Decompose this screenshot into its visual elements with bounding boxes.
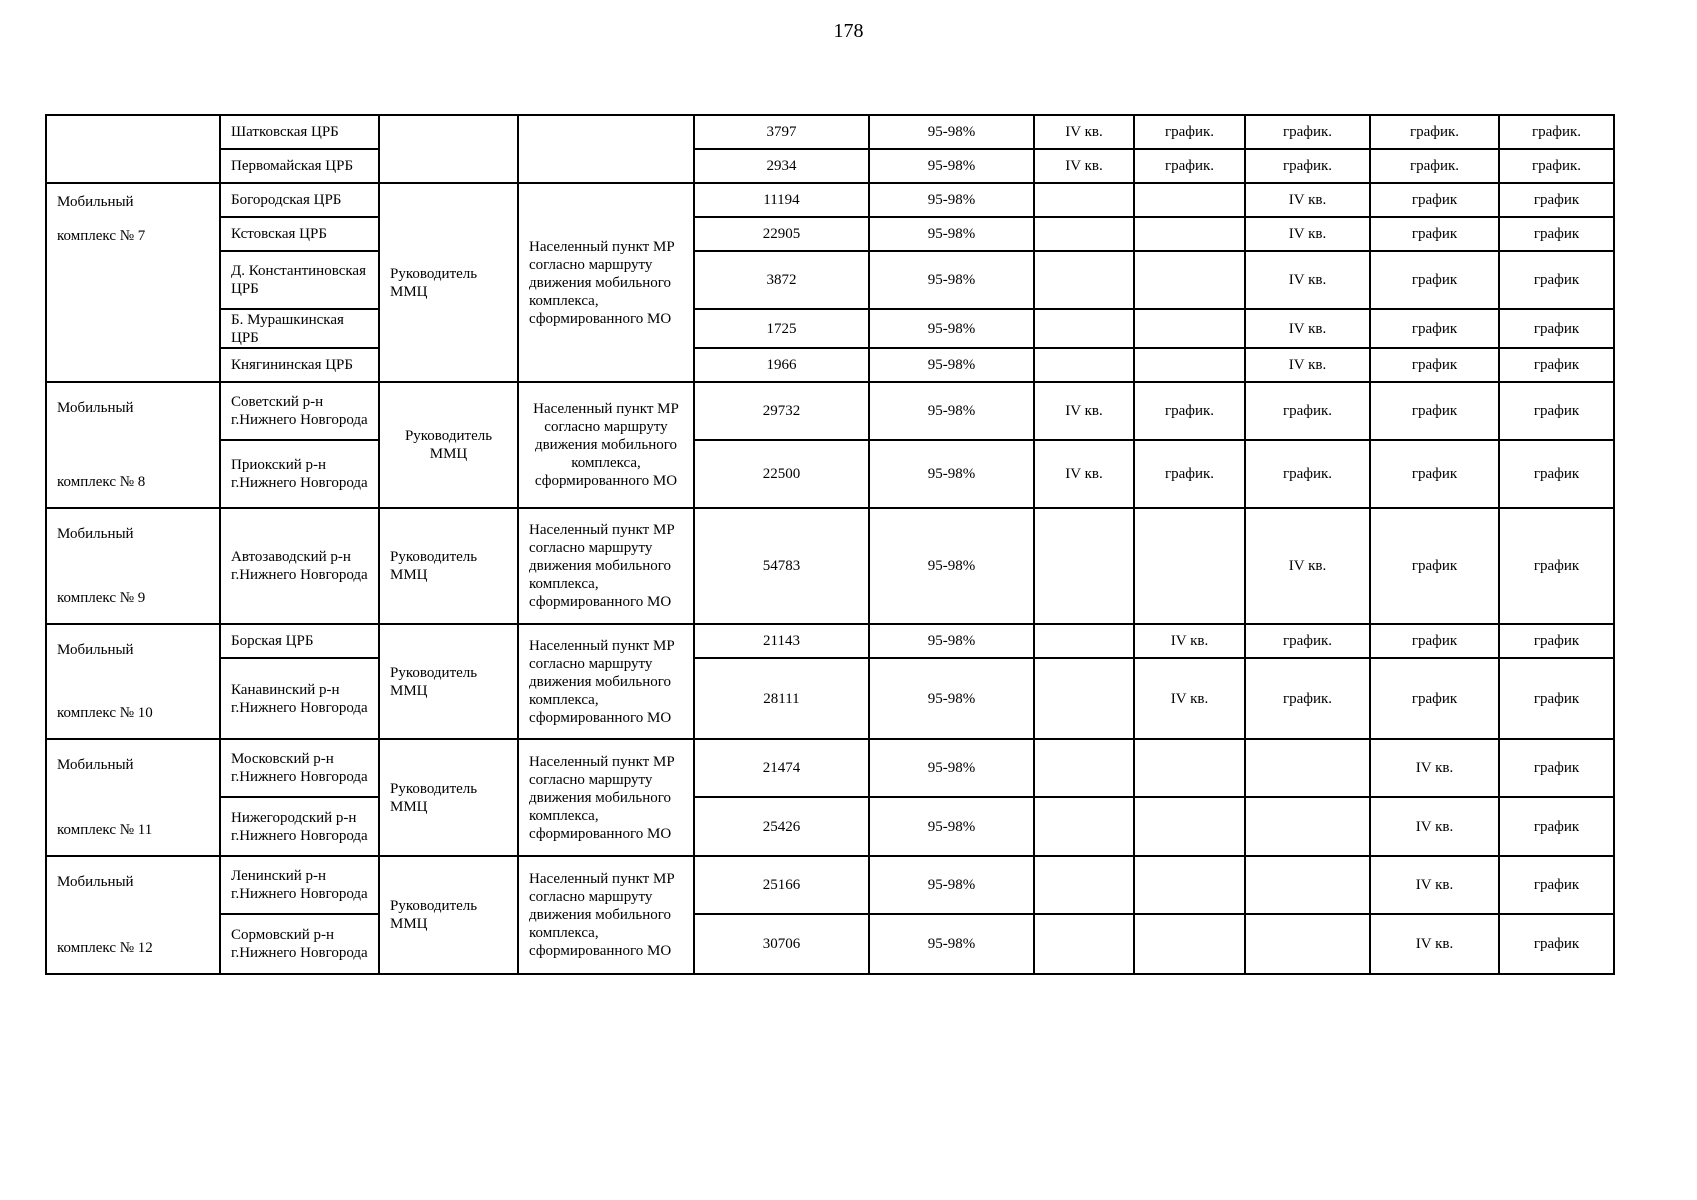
schedule-cell [1134,914,1245,974]
schedule-cell: график [1499,739,1614,797]
complex-name-line2: комплекс № 9 [57,590,146,606]
responsible-cell [379,115,518,183]
schedule-cell: график. [1499,115,1614,149]
schedule-cell [1134,348,1245,382]
count-cell: 3797 [694,115,869,149]
schedule-cell: график [1370,658,1499,739]
unit-cell: Кстовская ЦРБ [220,217,379,251]
percent-cell: 95-98% [869,658,1034,739]
schedule-cell: график [1499,856,1614,914]
percent-cell: 95-98% [869,624,1034,658]
table-row [46,309,1614,348]
schedule-cell: IV кв. [1034,382,1134,440]
schedule-cell [1034,797,1134,856]
schedule-cell: IV кв. [1370,797,1499,856]
schedule-cell: график [1499,797,1614,856]
schedule-cell [1034,217,1134,251]
complex-name-line2: комплекс № 8 [57,474,146,490]
percent-cell: 95-98% [869,914,1034,974]
location-cell: Населенный пункт МР согласно маршруту движения мобильного комплекса, сформированного МО [518,382,694,508]
schedule-cell: IV кв. [1134,658,1245,739]
percent-cell: 95-98% [869,739,1034,797]
schedule-cell: IV кв. [1245,309,1370,348]
percent-cell: 95-98% [869,856,1034,914]
table-row [46,149,1614,183]
schedule-cell: график. [1245,440,1370,508]
unit-cell: Д. Константиновская ЦРБ [220,251,379,309]
unit-cell: Княгининская ЦРБ [220,348,379,382]
percent-cell: 95-98% [869,440,1034,508]
unit-cell: Приокский р-н г.Нижнего Новгорода [220,440,379,508]
complex-name-line1: Мобильный [57,194,134,210]
schedule-cell [1245,739,1370,797]
count-cell: 30706 [694,914,869,974]
schedule-cell: IV кв. [1245,508,1370,624]
responsible-cell: Руководитель ММЦ [379,739,518,856]
schedule-cell [1034,739,1134,797]
percent-cell: 95-98% [869,382,1034,440]
count-cell: 1725 [694,309,869,348]
complex-name-cell [46,115,220,183]
complex-name-cell [46,382,220,508]
complex-name-line1: Мобильный [57,400,134,416]
schedule-cell [1034,914,1134,974]
schedule-cell: график [1370,440,1499,508]
responsible-cell: Руководитель ММЦ [379,183,518,382]
complex-name-cell [46,624,220,739]
count-cell: 28111 [694,658,869,739]
schedule-cell: график. [1370,149,1499,183]
schedule-cell: график [1499,914,1614,974]
mobile-complex-table [45,114,1615,975]
schedule-cell: график [1499,382,1614,440]
location-cell: Населенный пункт МР согласно маршруту движения мобильного комплекса, сформированного МО [518,508,694,624]
schedule-cell: IV кв. [1370,856,1499,914]
complex-name [57,193,209,245]
schedule-cell: график. [1134,382,1245,440]
unit-cell: Канавинский р-н г.Нижнего Новгорода [220,658,379,739]
schedule-cell: график. [1134,115,1245,149]
schedule-cell [1134,251,1245,309]
schedule-cell [1034,624,1134,658]
responsible-cell: Руководитель ММЦ [379,856,518,974]
schedule-cell: график [1370,508,1499,624]
complex-name-line1: Мобильный [57,757,134,773]
complex-name [57,756,209,839]
schedule-cell: IV кв. [1370,914,1499,974]
schedule-cell: IV кв. [1245,251,1370,309]
table-row [46,739,1614,797]
schedule-cell: IV кв. [1034,115,1134,149]
schedule-cell [1034,348,1134,382]
percent-cell: 95-98% [869,348,1034,382]
table-row [46,251,1614,309]
schedule-cell: график. [1499,149,1614,183]
schedule-cell: IV кв. [1034,149,1134,183]
table-body [46,115,1614,974]
schedule-cell [1245,914,1370,974]
schedule-cell: график [1370,624,1499,658]
schedule-cell [1134,309,1245,348]
schedule-cell [1034,251,1134,309]
schedule-cell [1034,856,1134,914]
table-row [46,797,1614,856]
complex-name-cell [46,739,220,856]
schedule-cell: график [1499,440,1614,508]
schedule-cell: IV кв. [1245,183,1370,217]
responsible-cell: Руководитель ММЦ [379,382,518,508]
count-cell: 2934 [694,149,869,183]
table-row [46,856,1614,914]
schedule-cell: IV кв. [1370,739,1499,797]
schedule-cell [1134,217,1245,251]
percent-cell: 95-98% [869,149,1034,183]
schedule-cell: график. [1245,382,1370,440]
count-cell: 21143 [694,624,869,658]
complex-name [57,873,209,957]
unit-cell: Борская ЦРБ [220,624,379,658]
table-row [46,508,1614,624]
location-cell: Населенный пункт МР согласно маршруту движения мобильного комплекса, сформированного МО [518,739,694,856]
schedule-cell: график [1370,251,1499,309]
count-cell: 11194 [694,183,869,217]
count-cell: 22905 [694,217,869,251]
schedule-cell: график [1499,348,1614,382]
schedule-cell: IV кв. [1134,624,1245,658]
complex-name-line1: Мобильный [57,526,134,542]
table-row [46,624,1614,658]
schedule-cell [1134,739,1245,797]
schedule-cell: график [1499,658,1614,739]
complex-name [57,641,209,722]
location-cell: Населенный пункт МР согласно маршруту движения мобильного комплекса, сформированного МО [518,856,694,974]
table-row [46,217,1614,251]
schedule-cell [1034,183,1134,217]
unit-cell: Московский р-н г.Нижнего Новгорода [220,739,379,797]
schedule-cell: IV кв. [1245,348,1370,382]
count-cell: 21474 [694,739,869,797]
percent-cell: 95-98% [869,309,1034,348]
schedule-cell: график. [1245,658,1370,739]
percent-cell: 95-98% [869,115,1034,149]
complex-name-cell [46,856,220,974]
table-row [46,914,1614,974]
schedule-cell: график. [1245,115,1370,149]
complex-name-cell [46,508,220,624]
schedule-cell: график [1499,251,1614,309]
schedule-cell [1134,183,1245,217]
percent-cell: 95-98% [869,797,1034,856]
schedule-cell: график. [1245,624,1370,658]
unit-cell: Сормовский р-н г.Нижнего Новгорода [220,914,379,974]
page-number: 178 [833,20,864,42]
schedule-cell: IV кв. [1245,217,1370,251]
percent-cell: 95-98% [869,508,1034,624]
schedule-cell: график [1499,309,1614,348]
schedule-cell: график [1370,309,1499,348]
unit-cell: Богородская ЦРБ [220,183,379,217]
schedule-cell: график [1499,217,1614,251]
unit-cell: Ленинский р-н г.Нижнего Новгорода [220,856,379,914]
responsible-cell: Руководитель ММЦ [379,508,518,624]
complex-name-line2: комплекс № 10 [57,705,153,721]
percent-cell: 95-98% [869,183,1034,217]
schedule-cell: график. [1370,115,1499,149]
count-cell: 1966 [694,348,869,382]
unit-cell: Б. Мурашкинская ЦРБ [220,309,379,348]
table-row [46,658,1614,739]
complex-name-cell [46,183,220,382]
schedule-cell: график [1370,382,1499,440]
schedule-cell [1034,309,1134,348]
complex-name-line1: Мобильный [57,642,134,658]
unit-cell: Нижегородский р-н г.Нижнего Новгорода [220,797,379,856]
location-cell: Населенный пункт МР согласно маршруту движения мобильного комплекса, сформированного МО [518,183,694,382]
count-cell: 54783 [694,508,869,624]
complex-name [57,125,209,177]
percent-cell: 95-98% [869,251,1034,309]
schedule-cell: график [1499,508,1614,624]
schedule-cell: график. [1134,440,1245,508]
schedule-cell [1034,658,1134,739]
unit-cell: Первомайская ЦРБ [220,149,379,183]
schedule-cell [1134,797,1245,856]
unit-cell: Автозаводский р-н г.Нижнего Новгорода [220,508,379,624]
schedule-cell [1134,508,1245,624]
schedule-cell: график [1499,183,1614,217]
complex-name-line1: Мобильный [57,874,134,890]
schedule-cell [1134,856,1245,914]
count-cell: 25426 [694,797,869,856]
table-row [46,348,1614,382]
schedule-cell: график. [1134,149,1245,183]
responsible-cell: Руководитель ММЦ [379,624,518,739]
complex-name-line2: комплекс № 12 [57,940,153,956]
complex-name [57,399,209,491]
table-row [46,382,1614,440]
unit-cell: Советский р-н г.Нижнего Новгорода [220,382,379,440]
table-row [46,183,1614,217]
location-cell [518,115,694,183]
complex-name-line2: комплекс № 11 [57,822,153,838]
count-cell: 29732 [694,382,869,440]
schedule-cell [1245,856,1370,914]
count-cell: 3872 [694,251,869,309]
complex-name [57,525,209,607]
complex-name-line2: комплекс № 7 [57,228,146,244]
table-row [46,440,1614,508]
schedule-cell: график [1370,217,1499,251]
percent-cell: 95-98% [869,217,1034,251]
schedule-cell: IV кв. [1034,440,1134,508]
schedule-cell: график. [1245,149,1370,183]
count-cell: 22500 [694,440,869,508]
location-cell: Населенный пункт МР согласно маршруту движения мобильного комплекса, сформированного МО [518,624,694,739]
unit-cell: Шатковская ЦРБ [220,115,379,149]
schedule-cell [1034,508,1134,624]
table-row [46,115,1614,149]
count-cell: 25166 [694,856,869,914]
schedule-cell [1245,797,1370,856]
schedule-cell: график [1499,624,1614,658]
schedule-cell: график [1370,348,1499,382]
schedule-cell: график [1370,183,1499,217]
